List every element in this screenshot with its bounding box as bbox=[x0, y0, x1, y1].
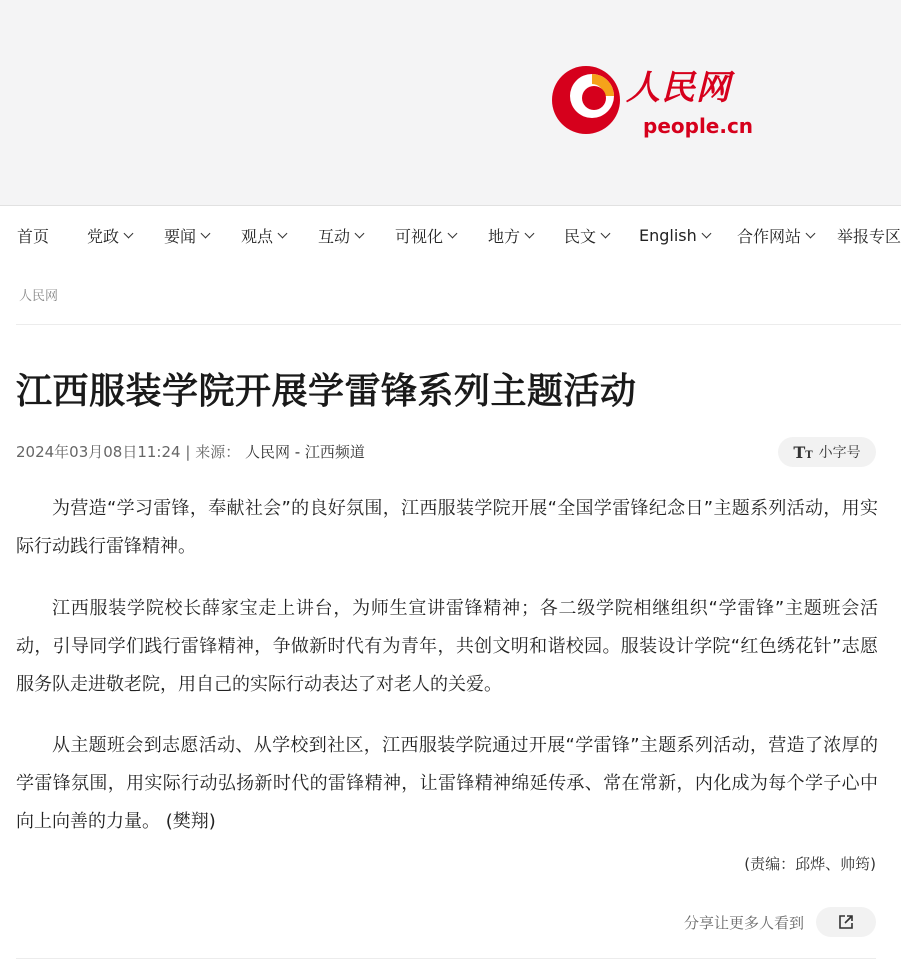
nav-item[interactable] bbox=[488, 224, 533, 246]
chevron-down-icon bbox=[201, 228, 211, 238]
nav-item[interactable] bbox=[737, 224, 814, 246]
chevron-down-icon bbox=[124, 228, 134, 238]
main-nav bbox=[0, 206, 901, 264]
nav-item[interactable] bbox=[164, 224, 209, 246]
editor-credit: (责编：邱烨、帅筠) bbox=[744, 855, 876, 873]
chevron-down-icon bbox=[601, 228, 611, 238]
font-size-toggle-button[interactable] bbox=[778, 437, 876, 467]
share-prompt: 分享让更多人看到 bbox=[684, 914, 805, 932]
font-size-label: 小字号 bbox=[818, 445, 861, 461]
nav-item-label: 地方 bbox=[488, 226, 521, 246]
nav-item-label: 首页 bbox=[17, 226, 50, 246]
nav-item-label: 可视化 bbox=[395, 226, 444, 246]
chevron-down-icon bbox=[701, 228, 711, 238]
breadcrumb[interactable]: 人民网 bbox=[19, 289, 59, 304]
share-button[interactable] bbox=[816, 907, 876, 937]
article-paragraph: 从主题班会到志愿活动、从学校到社区，江西服装学院通过开展“学雷锋”主题系列活动，营造了浓厚的学雷锋氛围，用实际行动弘扬新时代的雷锋精神，让雷锋精神绵延传承、常在常新，内化成为每个学子心中向上向善的力量。 (樊翔) bbox=[16, 735, 878, 832]
meta-separator: | bbox=[185, 443, 196, 461]
nav-item[interactable] bbox=[318, 224, 363, 246]
nav-item[interactable] bbox=[17, 224, 49, 246]
source-link[interactable]: 人民网 - 江西频道 bbox=[244, 443, 365, 461]
source-label: 来源： bbox=[195, 443, 241, 461]
nav-item[interactable] bbox=[837, 224, 901, 246]
nav-item-label: 观点 bbox=[241, 226, 274, 246]
divider bbox=[16, 324, 901, 325]
logo-text[interactable]: 人民网 bbox=[626, 68, 731, 108]
article-paragraph: 为营造“学习雷锋，奉献社会”的良好氛围，江西服装学院开展“全国学雷锋纪念日”主题系列活动，用实际行动践行雷锋精神。 bbox=[16, 498, 878, 557]
nav-item[interactable] bbox=[395, 224, 456, 246]
nav-item-label: 合作网站 bbox=[737, 226, 802, 246]
nav-item[interactable] bbox=[241, 224, 286, 246]
nav-item-label: 党政 bbox=[87, 226, 120, 246]
share-icon bbox=[837, 913, 855, 931]
article-paragraph: 江西服装学院校长薛家宝走上讲台，为师生宣讲雷锋精神；各二级学院相继组织“学雷锋”主题班会活动，引导同学们践行雷锋精神，争做新时代有为青年，共创文明和谐校园。服装设计学院“红色绣花针”志愿服务队走进敬老院，用自己的实际行动表达了对老人的关爱。 bbox=[16, 598, 878, 695]
chevron-down-icon bbox=[525, 228, 535, 238]
nav-item[interactable] bbox=[87, 224, 132, 246]
chevron-down-icon bbox=[355, 228, 365, 238]
text-size-icon: TT bbox=[793, 442, 813, 462]
publish-datetime: 2024年03月08日11:24 bbox=[16, 443, 181, 461]
breadcrumb-area bbox=[0, 264, 901, 326]
nav-item-label: English bbox=[639, 225, 697, 245]
nav-item-label: 民文 bbox=[564, 226, 597, 246]
divider bbox=[16, 958, 876, 959]
logo-subtitle[interactable]: people.cn bbox=[643, 114, 754, 138]
chevron-down-icon bbox=[278, 228, 288, 238]
nav-item-label: 举报专区 bbox=[837, 226, 901, 246]
chevron-down-icon bbox=[806, 228, 816, 238]
nav-item[interactable] bbox=[564, 224, 609, 246]
nav-item-label: 互动 bbox=[318, 226, 351, 246]
nav-item[interactable] bbox=[639, 224, 710, 246]
chevron-down-icon bbox=[448, 228, 458, 238]
article-title: 江西服装学院开展学雷锋系列主题活动 bbox=[16, 371, 637, 412]
article-meta bbox=[16, 441, 365, 462]
nav-item-label: 要闻 bbox=[164, 226, 197, 246]
header-banner bbox=[0, 0, 901, 206]
